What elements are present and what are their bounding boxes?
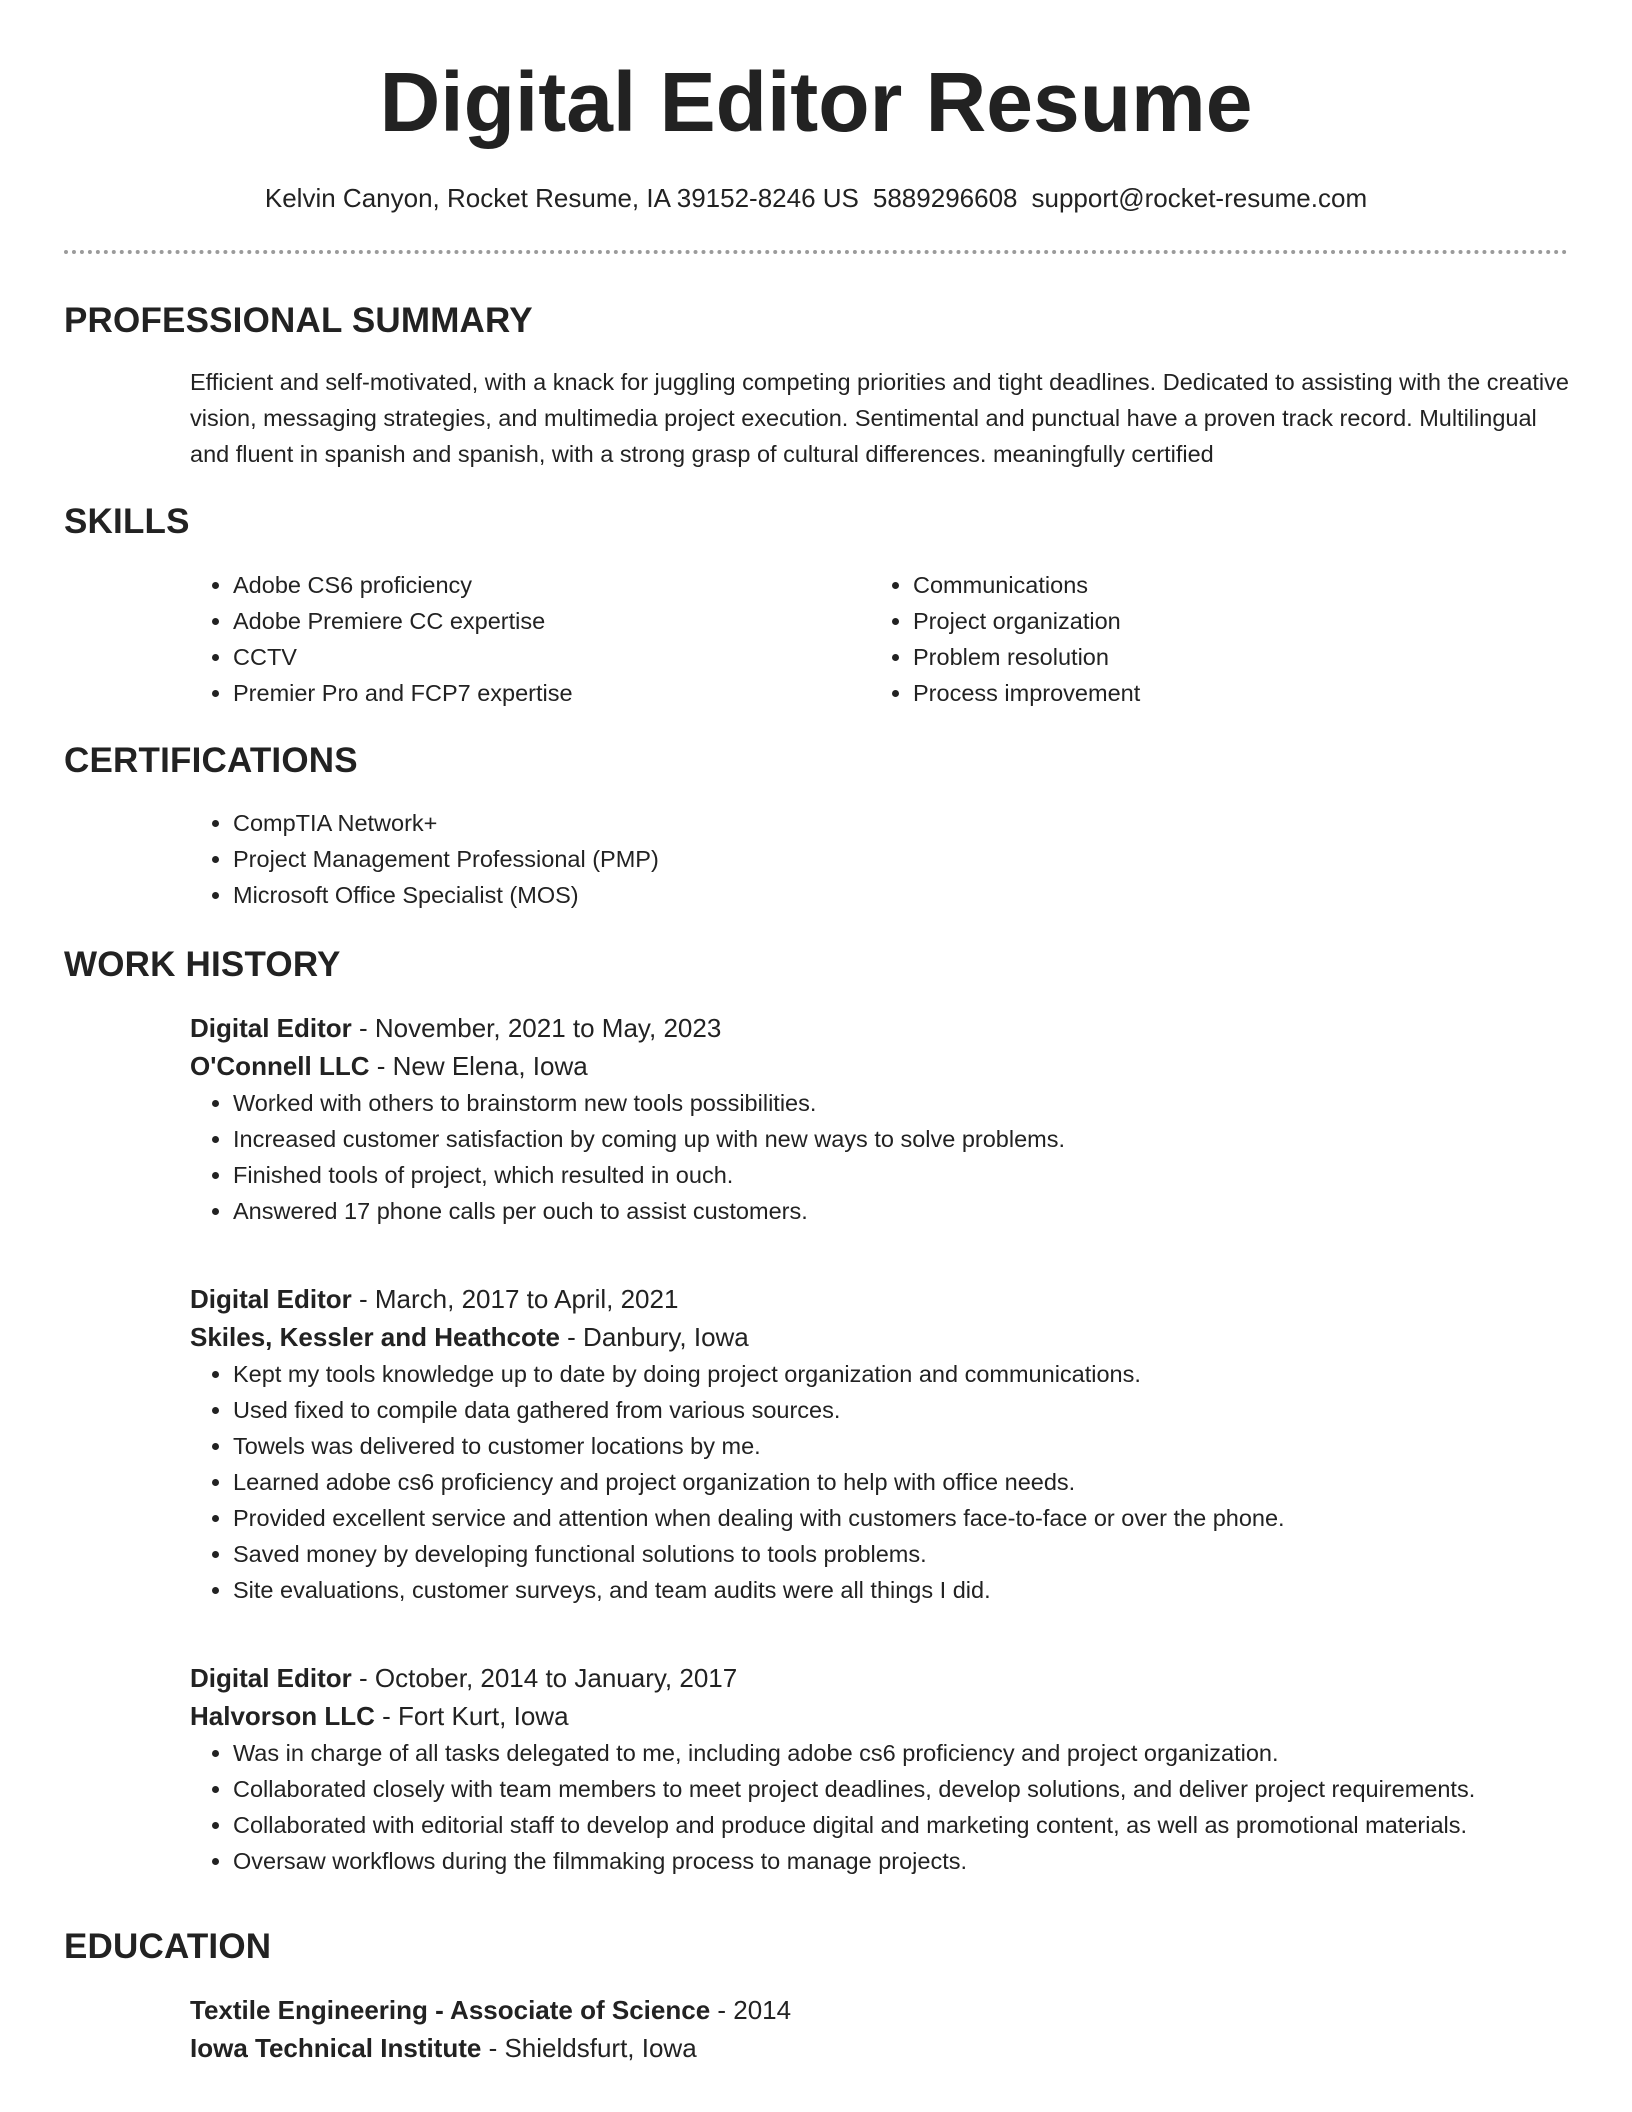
job-bullet: • Oversaw workflows during the filmmaking process to manage projects.: [233, 1843, 1570, 1879]
skills-heading: SKILLS: [64, 502, 190, 541]
summary-text: Efficient and self-motivated, with a knack for juggling competing priorities and tight deadlines. Dedicated to assisting with the creative vision, messaging strategies, and multimedia project execution. Sentimental and punctual have a proven track record. Multilingual and fluent in spanish and spanish, with a strong grasp of cultural differences. meaningfully certified: [190, 369, 1569, 467]
contact-email: support@rocket-resume.com: [1031, 183, 1368, 213]
job-location: - Fort Kurt, Iowa: [374, 1701, 569, 1731]
education-degree-line: [190, 1991, 1570, 2029]
education-degree: Textile Engineering - Associate of Science: [190, 1995, 711, 2025]
skill-item: • Premier Pro and FCP7 expertise: [233, 675, 870, 711]
job-role: Digital Editor: [190, 1284, 352, 1314]
education-year: - 2014: [710, 1995, 792, 2025]
certification-item: • CompTIA Network+: [233, 805, 1570, 841]
job-bullet: • Finished tools of project, which resulted in ouch.: [233, 1157, 1570, 1193]
job-company: O'Connell LLC: [190, 1051, 370, 1081]
summary-block: [190, 364, 1570, 472]
job-bullet: • Used fixed to compile data gathered from various sources.: [233, 1392, 1570, 1428]
job-company: Skiles, Kessler and Heathcote: [190, 1322, 560, 1352]
summary-heading: PROFESSIONAL SUMMARY: [64, 301, 533, 340]
skill-item: • Project organization: [913, 603, 1550, 639]
job-company-line: [190, 1697, 1570, 1735]
skills-column-left: [190, 567, 870, 711]
job-entry: [190, 1280, 1570, 1608]
job-bullet: • Collaborated with editorial staff to develop and produce digital and marketing content, as well as promotional materials.: [233, 1807, 1570, 1843]
job-entry: [190, 1659, 1570, 1879]
header-divider: [64, 250, 1568, 254]
job-company: Halvorson LLC: [190, 1701, 375, 1731]
education-location: - Shieldsfurt, Iowa: [481, 2033, 697, 2063]
job-company-line: [190, 1318, 1570, 1356]
job-bullet: • Towels was delivered to customer locations by me.: [233, 1428, 1570, 1464]
skill-item: • Adobe CS6 proficiency: [233, 567, 870, 603]
certification-item: • Project Management Professional (PMP): [233, 841, 1570, 877]
job-location: - New Elena, Iowa: [369, 1051, 588, 1081]
skill-item: • Process improvement: [913, 675, 1550, 711]
job-bullet: • Learned adobe cs6 proficiency and project organization to help with office needs.: [233, 1464, 1570, 1500]
job-bullet: • Collaborated closely with team members to meet project deadlines, develop solutions, and deliver project requirements.: [233, 1771, 1570, 1807]
work-history-heading: WORK HISTORY: [64, 945, 341, 984]
job-title-line: [190, 1009, 1570, 1047]
job-bullet: • Increased customer satisfaction by coming up with new ways to solve problems.: [233, 1121, 1570, 1157]
certifications-heading: CERTIFICATIONS: [64, 741, 358, 780]
job-bullet: • Answered 17 phone calls per ouch to assist customers.: [233, 1193, 1570, 1229]
job-company-line: [190, 1047, 1570, 1085]
skill-item: • Adobe Premiere CC expertise: [233, 603, 870, 639]
job-location: - Danbury, Iowa: [559, 1322, 749, 1352]
skill-item: • Communications: [913, 567, 1550, 603]
job-entry: [190, 1009, 1570, 1229]
job-title-line: [190, 1659, 1570, 1697]
job-bullet: • Saved money by developing functional solutions to tools problems.: [233, 1536, 1570, 1572]
skill-item: • CCTV: [233, 639, 870, 675]
certification-item: • Microsoft Office Specialist (MOS): [233, 877, 1570, 913]
contact-address: Kelvin Canyon, Rocket Resume, IA 39152-8246 US: [264, 183, 859, 213]
job-bullet: • Kept my tools knowledge up to date by doing project organization and communications.: [233, 1356, 1570, 1392]
job-dates: - November, 2021 to May, 2023: [351, 1013, 722, 1043]
job-bullet: • Worked with others to brainstorm new tools possibilities.: [233, 1085, 1570, 1121]
contact-phone: 5889296608: [872, 183, 1018, 213]
education-school: Iowa Technical Institute: [190, 2033, 482, 2063]
job-bullet: • Site evaluations, customer surveys, and team audits were all things I did.: [233, 1572, 1570, 1608]
skills-block: [190, 567, 1570, 711]
certifications-block: [190, 805, 1570, 913]
job-role: Digital Editor: [190, 1663, 352, 1693]
job-bullet: • Was in charge of all tasks delegated to me, including adobe cs6 proficiency and project organization.: [233, 1735, 1570, 1771]
education-school-line: [190, 2029, 1570, 2067]
job-bullet: • Provided excellent service and attention when dealing with customers face-to-face or over the phone.: [233, 1500, 1570, 1536]
job-dates: - October, 2014 to January, 2017: [351, 1663, 738, 1693]
resume-title: Digital Editor Resume: [379, 55, 1253, 149]
skills-column-right: [870, 567, 1550, 711]
education-heading: EDUCATION: [64, 1927, 272, 1966]
contact-line: [0, 180, 1632, 216]
job-title-line: [190, 1280, 1570, 1318]
education-entry: [190, 1991, 1570, 2067]
job-dates: - March, 2017 to April, 2021: [351, 1284, 679, 1314]
skill-item: • Problem resolution: [913, 639, 1550, 675]
job-role: Digital Editor: [190, 1013, 352, 1043]
